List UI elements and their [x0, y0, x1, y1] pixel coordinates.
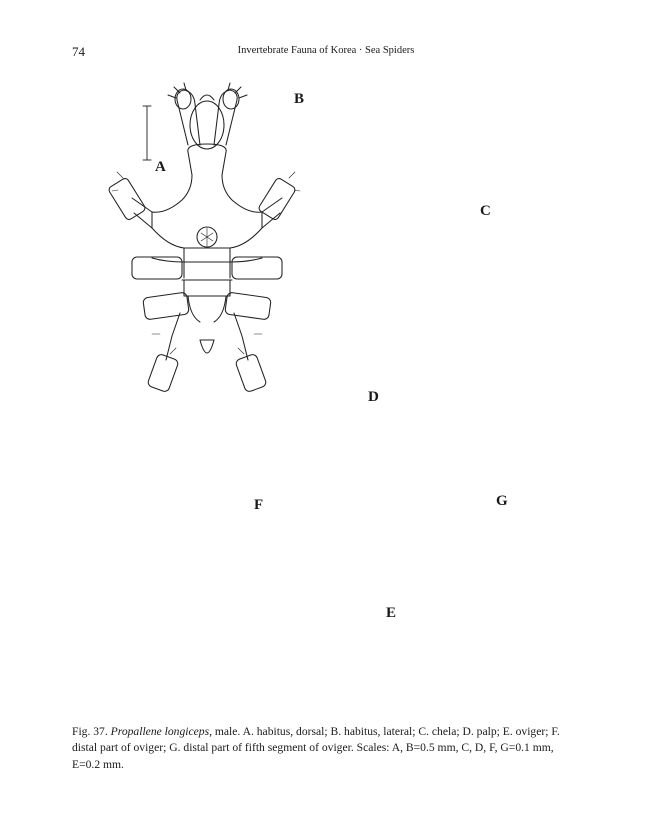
panel-label-b: B	[294, 91, 305, 107]
caption-species: Propallene longiceps	[110, 725, 210, 738]
running-head: Invertebrate Fauna of Korea · Sea Spiders	[237, 45, 415, 56]
caption-text: , male. A. habitus, dorsal; B. habitus, lateral; C. chela; D. palp; E. oviger; F. distal part of oviger; G. distal part of fifth segment of oviger. Scales: A, B=0.5 mm, C, D, F, G=0.1 mm, E=0.2 mm.	[72, 725, 560, 771]
panel-label-g: G	[496, 493, 508, 509]
panel-a-habitus-dorsal	[108, 83, 300, 393]
panel-label-f: F	[254, 497, 264, 513]
figure-caption	[72, 724, 582, 773]
panel-label-d: D	[368, 389, 379, 405]
panel-label-c: C	[480, 203, 491, 219]
panel-label-e: E	[386, 605, 397, 621]
page-number: 74	[72, 44, 85, 59]
panel-label-a: A	[155, 159, 166, 175]
caption-fig-number: Fig. 37.	[72, 725, 108, 738]
